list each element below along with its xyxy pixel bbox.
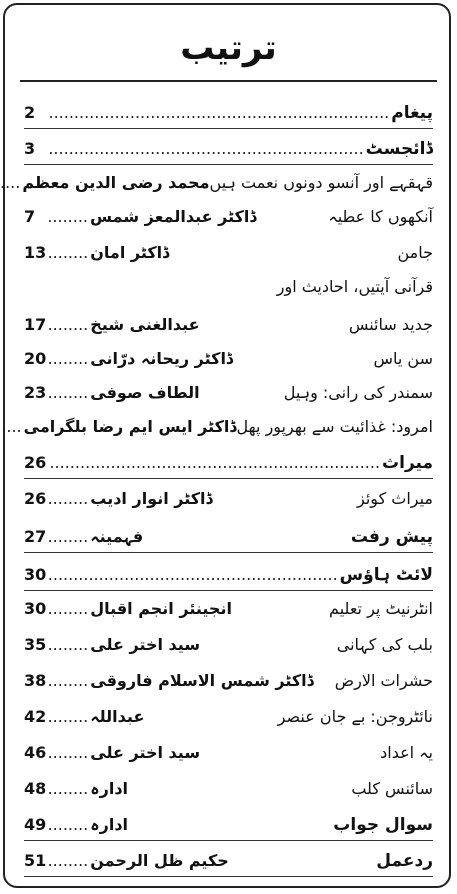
toc-leader-dots <box>48 526 88 548</box>
toc-entry-title: پیغام <box>391 103 433 123</box>
toc-section-row[interactable] <box>24 526 433 548</box>
toc-leader-dots <box>48 634 88 656</box>
toc-entry-title: ردعمل <box>376 851 433 871</box>
toc-section-row[interactable] <box>24 850 433 872</box>
toc-entry-title: جدید سائنس <box>348 315 433 334</box>
toc-entry-author: فہمینہ <box>90 527 144 546</box>
toc-entry-title: قہقہے اور آنسو دونوں نعمت ہیں <box>209 173 433 192</box>
toc-page-number: 17 <box>24 315 47 334</box>
toc-entry-row[interactable] <box>24 242 433 264</box>
toc-page-number: 38 <box>24 671 47 690</box>
toc-entry-row[interactable] <box>24 348 433 370</box>
toc-page-number: 42 <box>24 707 47 726</box>
toc-entry-author: ادارہ <box>90 815 129 834</box>
toc-page-number: 13 <box>24 243 47 262</box>
toc-entry-title: سن یاس <box>373 349 433 368</box>
toc-page-number: 48 <box>24 779 47 798</box>
toc-entry-author: سید اختر علی <box>90 635 201 654</box>
toc-leader-dots <box>48 102 389 124</box>
toc-section-row[interactable] <box>24 138 433 160</box>
toc-entry-author: انجینئر انجم اقبال <box>90 599 232 618</box>
toc-entry-author: ڈاکٹر ریحانہ درّانی <box>90 349 234 368</box>
toc-leader-dots <box>48 348 88 370</box>
page-title: ترتیب <box>180 28 277 68</box>
toc-section-row[interactable] <box>24 102 433 124</box>
toc-entry-author: الطاف صوفی <box>90 383 200 402</box>
toc-page-number: 2 <box>24 103 36 122</box>
toc-page-number: 46 <box>24 743 47 762</box>
toc-entry-title: ڈائجسٹ <box>365 139 433 159</box>
toc-entry-row[interactable] <box>24 706 433 728</box>
toc-entry-title: لائٹ ہاؤس <box>339 565 433 585</box>
toc-leader-dots <box>0 416 22 438</box>
toc-leader-dots <box>48 138 364 160</box>
section-divider <box>24 164 433 165</box>
toc-leader-dots <box>0 172 20 194</box>
toc-entry-row[interactable] <box>24 382 433 404</box>
toc-entry-title: جامن <box>397 243 433 262</box>
toc-page-number: 49 <box>24 815 47 834</box>
toc-leader-dots <box>48 850 88 872</box>
toc-entry-row[interactable] <box>24 778 433 800</box>
toc-entry-author: ڈاکٹر شمس الاسلام فاروقی <box>90 671 314 690</box>
toc-page-number: 23 <box>24 383 47 402</box>
toc-entry-author: ڈاکٹر عبدالمعز شمس <box>90 207 257 226</box>
toc-leader-dots <box>48 206 88 228</box>
toc-entry-author: ڈاکٹر امان <box>90 243 170 262</box>
toc-entry-author: عبداللہ <box>90 707 145 726</box>
toc-page-number: 30 <box>24 599 47 618</box>
toc-entry-row[interactable] <box>24 206 433 228</box>
toc-entry-prefix: قرآنی آیتیں، احادیث اور <box>276 277 433 296</box>
toc-entry-title: امرود: غذائیت سے بھرپور پھل <box>236 417 433 436</box>
toc-leader-dots <box>48 382 88 404</box>
toc-section-row[interactable] <box>24 452 433 474</box>
toc-page-number: 51 <box>24 851 47 870</box>
toc-page-number: 3 <box>24 139 36 158</box>
title-rule <box>20 80 437 82</box>
toc-entry-author: ڈاکٹر انوار ادیب <box>90 489 213 508</box>
toc-entry-title: بلب کی کہانی <box>336 635 433 654</box>
toc-entry-title: یہ اعداد <box>380 743 433 762</box>
toc-entry-title: آنکھوں کا عطیہ <box>328 207 433 226</box>
toc-entry-title: میراث <box>382 453 433 473</box>
toc-page-number: 35 <box>24 635 47 654</box>
toc-leader-dots <box>48 564 337 586</box>
toc-entry-author: محمد رضی الدین معظم <box>22 173 210 192</box>
toc-entry-title: سوال جواب <box>333 815 433 835</box>
toc-page-number: 20 <box>24 349 47 368</box>
toc-entry-title: میراث کوئز <box>357 489 433 508</box>
toc-entry-row[interactable] <box>24 598 433 620</box>
toc-leader-dots <box>48 742 88 764</box>
toc-entry-title: پیش رفت <box>350 527 433 547</box>
toc-page-number: 7 <box>24 207 36 226</box>
toc-leader-dots <box>48 814 88 836</box>
toc-entry-author: سید اختر علی <box>90 743 201 762</box>
toc-leader-dots <box>48 488 88 510</box>
toc-entry-title: نائٹروجن: بے جان عنصر <box>277 707 433 726</box>
toc-entry-title: انٹرنیٹ پر تعلیم <box>329 599 433 618</box>
section-divider <box>24 590 433 591</box>
toc-entry-row[interactable] <box>24 670 433 692</box>
section-divider <box>24 552 433 553</box>
section-divider <box>24 478 433 479</box>
toc-entry-title: حشرات الارض <box>334 671 433 690</box>
toc-entry-row[interactable] <box>24 634 433 656</box>
toc-entry-row[interactable] <box>24 172 433 194</box>
toc-leader-dots <box>48 706 88 728</box>
toc-leader-dots <box>48 598 88 620</box>
toc-entry-title: سمندر کی رانی: وہیل <box>283 383 433 402</box>
toc-leader-dots <box>48 778 88 800</box>
section-divider <box>24 128 433 129</box>
section-divider <box>24 840 433 841</box>
toc-entry-author: عبدالغنی شیخ <box>90 315 200 334</box>
toc-leader-dots <box>48 314 88 336</box>
toc-section-row[interactable] <box>24 564 433 586</box>
toc-entry-author: ادارہ <box>90 779 129 798</box>
toc-leader-dots <box>48 242 88 264</box>
toc-entry-row[interactable] <box>24 742 433 764</box>
section-divider <box>24 876 433 877</box>
toc-entry-row[interactable] <box>24 488 433 510</box>
toc-page-number: 26 <box>24 489 47 508</box>
toc-entry-title: سائنس کلب <box>351 779 433 798</box>
toc-page-number: 26 <box>24 453 47 472</box>
toc-entry-author: حکیم ظل الرحمن <box>90 851 229 870</box>
toc-entry-row[interactable] <box>24 416 433 438</box>
toc-entry-row[interactable] <box>24 314 433 336</box>
toc-entry-author: ڈاکٹر ایس ایم رضا بلگرامی <box>23 417 237 436</box>
toc-page-number: 27 <box>24 527 47 546</box>
toc-leader-dots <box>48 670 88 692</box>
toc-page-number: 30 <box>24 565 47 584</box>
toc-leader-dots <box>48 452 380 474</box>
toc-section-row[interactable] <box>24 814 433 836</box>
